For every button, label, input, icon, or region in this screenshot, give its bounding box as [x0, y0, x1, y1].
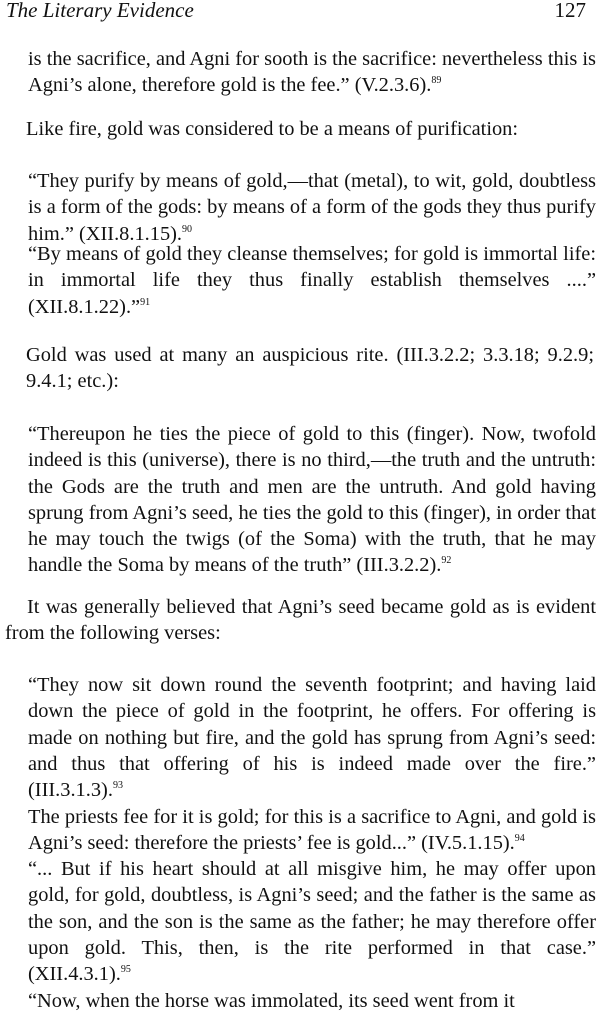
paragraph-text: “By means of gold they cleanse themselves; for gold is immortal life: in immortal life they thus finally establish themselves ....” (XII.8.1.22).” [28, 243, 596, 318]
paragraph-4 [5, 594, 596, 647]
quote-5 [28, 804, 596, 857]
footnote-ref: 91 [140, 296, 151, 308]
quote-3 [28, 421, 596, 579]
paragraph-3 [26, 342, 594, 395]
footnote-ref: 92 [441, 555, 452, 567]
paragraph-text: The priests fee for it is gold; for this is a sacrifice to Agni, and gold is Agni’s seed: therefore the priests’ fee is gold...” (IV.5.1.15). [28, 806, 596, 855]
quote-2 [28, 241, 596, 320]
quote-7 [28, 988, 596, 1014]
running-header [6, 0, 586, 23]
paragraph-text: “Now, when the horse was immolated, its seed went from it [28, 990, 515, 1012]
paragraph-text: Gold was used at many an auspicious rite. (III.3.2.2; 3.3.18; 9.2.9; 9.4.1; etc.): [26, 344, 594, 393]
footnote-ref: 93 [112, 780, 123, 792]
quote-1 [28, 168, 596, 247]
footnote-ref: 89 [431, 75, 442, 87]
paragraph-text: “They purify by means of gold,—that (metal), to wit, gold, doubtless is a form of the gods: by means of a form of the gods they thus purify him.” (XII.8.1.15). [28, 170, 596, 245]
paragraph-text: “They now sit down round the seventh footprint; and having laid down the piece of gold in the footprint, he offers. For offering is made on nothing but fire, and the gold has sprung from Agni’s seed: and thus that offering of his is indeed made over the fire.” (III.3.1.3). [28, 674, 596, 802]
footnote-ref: 95 [120, 964, 131, 976]
footnote-ref: 94 [514, 833, 525, 845]
paragraph-2 [26, 116, 594, 142]
paragraph-text: It was generally believed that Agni’s seed became gold as is evident from the following verses: [5, 596, 596, 645]
paragraph-text: “Thereupon he ties the piece of gold to this (finger). Now, twofold indeed is this (universe), there is no third,—the truth and the untruth: the Gods are the truth and men are the untruth. And gold having sprung from Agni’s seed, he ties the gold to this (finger), in order that he may touch the twigs (of the Soma) with the truth, that he may handle the Soma by means of the truth” (III.3.2.2). [28, 423, 596, 577]
quote-6 [28, 856, 596, 987]
paragraph-text: “... But if his heart should at all misgive him, he may offer upon gold, for gold, doubtless, is Agni’s seed; and the father is the same as the son, and the son is the same as the father; he may therefore offer upon gold. This, then, is the rite performed in that case.” (XII.4.3.1). [28, 858, 596, 986]
page-number: 127 [554, 0, 586, 22]
quote-4 [28, 672, 596, 803]
footnote-ref: 90 [182, 223, 193, 235]
paragraph-text: is the sacrifice, and Agni for sooth is the sacrifice: nevertheless this is Agni’s alone, therefore gold is the fee.” (V.2.3.6). [28, 48, 596, 97]
paragraph-1 [28, 46, 596, 99]
chapter-title: The Literary Evidence [6, 0, 194, 22]
paragraph-text: Like fire, gold was considered to be a means of purification: [26, 118, 519, 140]
